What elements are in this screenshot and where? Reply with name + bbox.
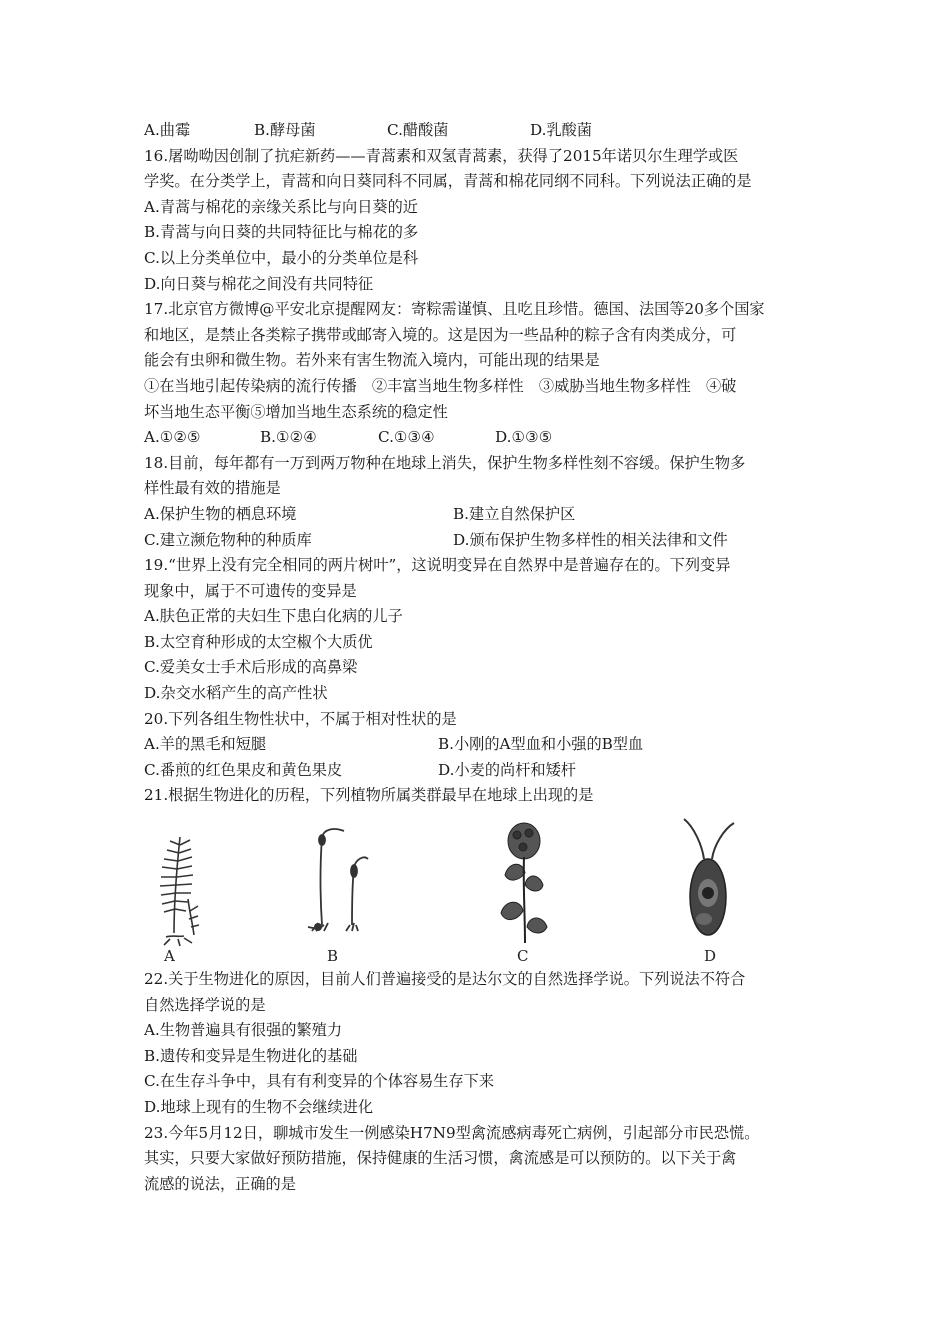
q19-option-b: B.太空育种形成的太空椒个大质优	[144, 632, 373, 651]
q17-option-d: D.①③⑤	[495, 428, 553, 447]
q15-option-a: A.曲霉	[144, 121, 191, 139]
q22-option-a: A.生物普遍具有很强的繁殖力	[144, 1021, 343, 1040]
q20-option-c: C.番煎的红色果皮和黄色果皮	[144, 760, 343, 779]
q21-stem-line: 21.根据生物进化的历程，下列植物所属类群最早在地球上出现的是	[144, 786, 594, 805]
q15-options	[144, 118, 824, 144]
algae-cell-image	[674, 815, 744, 965]
q18-option-c: C.建立濒危物种的种质库	[144, 530, 312, 549]
q20-option-a: A.羊的黑毛和短腿	[144, 735, 267, 754]
q18-options-row	[144, 528, 824, 554]
q23-stem-line: 流感的说法，正确的是	[144, 1174, 296, 1193]
q18-option-b: B.建立自然保护区	[453, 504, 576, 523]
exam-page	[144, 118, 824, 1197]
q17-stem-line: ①在当地引起传染病的流行传播 ②丰富当地生物多样性 ③威胁当地生物多样性 ④破	[144, 376, 737, 395]
moss-plant-image	[294, 815, 374, 965]
q16-option-a: A.青蒿与棉花的亲缘关系比与向日葵的近	[144, 197, 418, 216]
q17-stem-line: 和地区，是禁止各类粽子携带或邮寄入境的。这是因为一些品种的粽子含有肉类成分，可	[144, 325, 737, 344]
q22-stem-line: 22.关于生物进化的原因，目前人们普遍接受的是达尔文的自然选择学说。下列说法不符合	[144, 970, 746, 989]
q16-stem-line: 16.屠呦呦因创制了抗疟新药——青蒿素和双氢青蒿素，获得了2015年诺贝尔生理学或医	[144, 146, 739, 165]
q17-option-c: C.①③④	[378, 428, 435, 447]
q16-stem-line: 学奖。在分类学上，青蒿和向日葵同科不同属，青蒿和棉花同纲不同科。下列说法正确的是	[144, 172, 752, 191]
q22-stem-line: 自然选择学说的是	[144, 995, 266, 1014]
q19-stem-line: 现象中，属于不可遗传的变异是	[144, 581, 357, 600]
q17-option-a: A.①②⑤	[144, 428, 201, 447]
q18-option-a: A.保护生物的栖息环境	[144, 504, 297, 523]
q19-stem-line: 19.“世界上没有完全相同的两片树叶”，这说明变异在自然界中是普遍存在的。下列变异	[144, 556, 731, 575]
q18-option-d: D.颁布保护生物多样性的相关法律和文件	[453, 530, 728, 549]
q15-option-b: B.酵母菌	[254, 121, 316, 139]
q19-option-c: C.爱美女士手术后形成的高鼻梁	[144, 658, 358, 677]
q17-stem-line: 能会有虫卵和微生物。若外来有害生物流入境内，可能出现的结果是	[144, 351, 600, 370]
q20-option-b: B.小刚的A型血和小强的B型血	[438, 735, 644, 754]
q18-stem-line: 样性最有效的措施是	[144, 479, 281, 498]
q21-figures	[144, 815, 824, 965]
q17-stem-line: 17.北京官方微博@平安北京提醒网友：寄粽需谨慎、且吃且珍惜。德国、法国等20多个国家	[144, 300, 765, 319]
q19-option-a: A.肤色正常的夫妇生下患白化病的儿子	[144, 607, 403, 626]
q16-option-c: C.以上分类单位中，最小的分类单位是科	[144, 248, 419, 267]
q22-option-d: D.地球上现有的生物不会继续进化	[144, 1098, 374, 1116]
q17-option-b: B.①②④	[260, 428, 317, 447]
figure-label-c: C	[517, 947, 529, 966]
q20-option-d: D.小麦的尚杆和矮杆	[438, 760, 576, 779]
q15-option-d: D.乳酸菌	[530, 121, 593, 139]
q16-option-d: D.向日葵与棉花之间没有共同特征	[144, 274, 374, 293]
q20-options-row	[144, 758, 824, 784]
q23-stem-line: 其实，只要大家做好预防措施，保持健康的生活习惯，禽流感是可以预防的。以下关于禽	[144, 1149, 737, 1168]
q22-option-c: C.在生存斗争中，具有有利变异的个体容易生存下来	[144, 1072, 495, 1091]
q16-option-b: B.青蒿与向日葵的共同特征比与棉花的多	[144, 223, 419, 242]
figure-label-a: A	[164, 947, 175, 966]
q17-stem-line: 坏当地生态平衡⑤增加当地生态系统的稳定性	[144, 402, 448, 421]
q15-option-c: C.醋酸菌	[387, 121, 449, 139]
q20-stem-line: 20.下列各组生物性状中，不属于相对性状的是	[144, 709, 457, 728]
q18-options-row	[144, 502, 824, 528]
q23-stem-line: 23.今年5月12日，聊城市发生一例感染H7N9型禽流感病毒死亡病例，引起部分市民恐慌。	[144, 1123, 760, 1142]
q19-option-d: D.杂交水稻产生的高产性状	[144, 684, 328, 703]
fern-plant-image	[144, 815, 214, 965]
q22-option-b: B.遗传和变异是生物进化的基础	[144, 1046, 358, 1065]
q17-options	[144, 425, 824, 451]
figure-label-d: D	[704, 947, 717, 966]
q20-options-row	[144, 732, 824, 758]
flowering-plant-image	[489, 815, 559, 965]
figure-label-b: B	[327, 947, 339, 966]
q18-stem-line: 18.目前，每年都有一万到两万物种在地球上消失，保护生物多样性刻不容缓。保护生物多	[144, 453, 746, 472]
